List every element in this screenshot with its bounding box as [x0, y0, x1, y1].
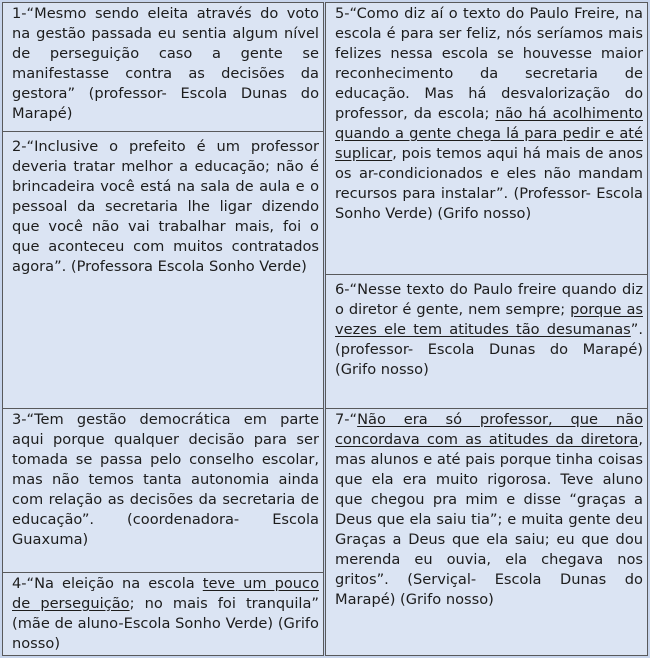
quote-cell-5	[325, 2, 648, 275]
quote-cell-1	[2, 2, 324, 132]
underlined-emphasis: não há acolhimento quando a gente chega lá para pedir e até suplicar	[335, 105, 643, 162]
quote-segment: , pois temos aqui há mais de anos os ar-condicionados e eles não mandam recursos para instalar”. (Professor- Escola Sonho Verde) (Grifo nosso)	[335, 145, 643, 222]
quote-segment: 4-“Na eleição na escola	[12, 575, 203, 592]
quote-segment: ; no mais foi tranquila” (mãe de aluno-Escola Sonho Verde) (Grifo nosso)	[12, 595, 319, 652]
left-column	[2, 2, 324, 656]
quote-text	[12, 133, 319, 277]
quote-segment: ”. (professor- Escola Dunas do Marapé) (Grifo nosso)	[335, 321, 643, 378]
underlined-emphasis: teve um pouco de perseguição	[12, 575, 319, 612]
quote-text	[335, 410, 643, 610]
quote-cell-3	[2, 408, 324, 573]
quote-segment: 2-“Inclusive o prefeito é um professor deveria tratar melhor a educação; não é brincadeira você está na sala de aula e o pessoal da secretaria lhe ligar dizendo que você não vai trabalhar mais, foi o que aconteceu com muitos contratados agora”. (Professora Escola Sonho Verde)	[12, 138, 319, 275]
quote-text	[12, 410, 319, 550]
quote-text	[335, 276, 643, 380]
quote-segment: 3-“Tem gestão democrática em parte aqui porque qualquer decisão para ser tomada se passa pelo conselho escolar, mas não temos tanta autonomia ainda com relação as decisões da secretaria de educação”. (coordenadora- Escola Guaxuma)	[12, 411, 319, 548]
quote-cell-2	[2, 131, 324, 409]
quote-text	[335, 4, 643, 224]
quote-segment: , mas alunos e até pais porque tinha coisas que ela era muito rigorosa. Teve aluno que chegou pra mim e disse “graças a Deus que ela saiu tia”; e muita gente deu Graças a Deus que ela saiu; eu que dou merenda eu ouvia, ela chegava nos gritos”. (Serviçal- Escola Dunas do Marapé) (Grifo nosso)	[335, 431, 643, 608]
underlined-emphasis: porque as vezes ele tem atitudes tão desumanas	[335, 301, 643, 338]
quote-segment: 1-“Mesmo sendo eleita através do voto na gestão passada eu sentia algum nível de perseguição caso a gente se manifestasse contra as decisões da gestora” (professor- Escola Dunas do Marapé)	[12, 5, 319, 122]
right-column	[325, 2, 648, 656]
quote-cell-4	[2, 572, 324, 656]
quote-text	[12, 574, 319, 654]
quote-segment: 6-“Nesse texto do Paulo freire quando diz o diretor é gente, nem sempre;	[335, 281, 643, 318]
quote-text	[12, 4, 319, 124]
underlined-emphasis: Não era só professor, que não concordava com as atitudes da diretora	[335, 411, 643, 448]
quote-cell-7	[325, 408, 648, 656]
quote-segment: 5-“Como diz aí o texto do Paulo Freire, na escola é para ser feliz, nós seríamos mais felizes nessa escola se houvesse maior reconhecimento da secretaria de educação. Mas há desvalorização do professor, da escola;	[335, 5, 643, 122]
quote-cell-6	[325, 274, 648, 409]
quote-segment: 7-“	[335, 411, 358, 428]
